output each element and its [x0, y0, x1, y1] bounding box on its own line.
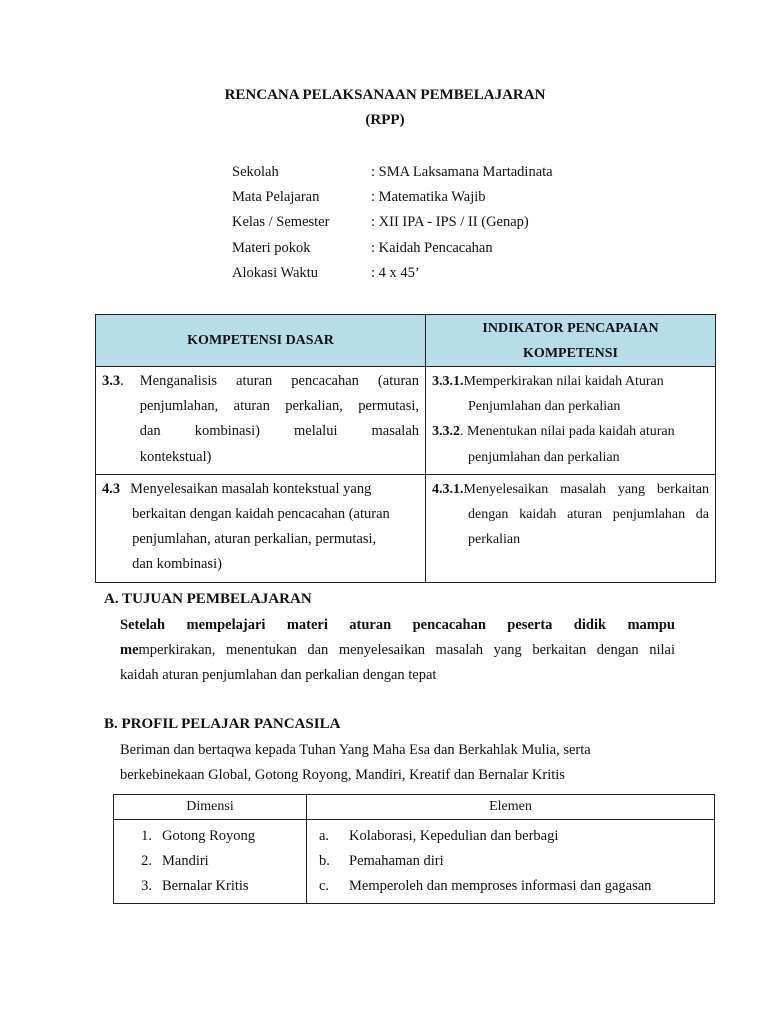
info-row-sekolah — [232, 160, 553, 185]
document-subtitle: (RPP) — [365, 112, 405, 128]
info-label: Kelas / Semester — [232, 214, 330, 231]
info-label: Materi pokok — [232, 239, 311, 256]
info-label: Mata Pelajaran — [232, 189, 320, 206]
indicator-text: Menyelesaikan masalah yang berkaitan — [463, 481, 709, 497]
kd-item — [102, 477, 419, 578]
info-value: : XII IPA - IPS / II (Genap) — [371, 214, 529, 231]
info-value: : Matematika Wajib — [371, 189, 486, 206]
section-a-heading: A. TUJUAN PEMBELAJARAN — [104, 591, 312, 607]
table-header-row — [96, 315, 716, 367]
paragraph-line: memperkirakan, menentukan dan menyelesaikan masalah yang berkaitan dengan nilai — [120, 642, 675, 659]
indicator-number: 3.3.2 — [432, 424, 460, 440]
kd-number: 3.3. — [102, 373, 124, 389]
info-row-mata-pelajaran — [232, 185, 553, 210]
list-item: a. Kolaborasi, Kepedulian dan berbagi — [319, 828, 559, 844]
paragraph-line: kaidah aturan penjumlahan dan perkalian dengan tepat — [120, 667, 437, 684]
info-value: : SMA Laksamana Martadinata — [371, 164, 553, 180]
list-item: b. Pemahaman diri — [319, 853, 444, 869]
info-row-kelas-semester — [232, 210, 553, 235]
kd-number: 4.3 — [102, 480, 121, 497]
section-a-paragraph — [120, 613, 675, 689]
kd-line: dan kombinasi) — [132, 556, 222, 573]
indicator-3-3-1 — [432, 369, 709, 419]
indicator-text: Penjumlahan dan perkalian — [468, 399, 621, 415]
kd-item — [102, 369, 419, 470]
kd-line: berkaitan dengan kaidah pencacahan (aturan — [132, 506, 390, 523]
indicator-text: . Menentukan nilai pada kaidah aturan — [460, 424, 675, 440]
list-item: 3. Bernalar Kritis — [141, 878, 249, 894]
indicator-text: dengan kaidah aturan penjumlahan da — [468, 507, 709, 523]
list-item: c. Memperoleh dan memproses informasi dan gagasan — [319, 878, 652, 894]
indicator-text: perkalian — [468, 532, 521, 548]
header-kompetensi-dasar: KOMPETENSI DASAR — [96, 315, 426, 367]
kd-line: Menyelesaikan masalah kontekstual yang — [130, 480, 372, 497]
paragraph-line: berkebinekaan Global, Gotong Royong, Mandiri, Kreatif dan Bernalar Kritis — [120, 767, 565, 784]
header-elemen: Elemen — [307, 795, 715, 820]
dimension-table — [113, 794, 715, 904]
element-list — [307, 820, 715, 904]
info-value: : Kaidah Pencacahan — [371, 239, 493, 256]
info-row-alokasi-waktu — [232, 261, 553, 286]
kd-text — [124, 369, 419, 470]
kd-cell-4-3 — [96, 474, 426, 582]
kd-line: Menganalisis aturan pencacahan (aturan — [139, 373, 419, 389]
kd-line: kontekstual) — [139, 448, 212, 465]
list-item: 2. Mandiri — [141, 853, 209, 869]
indicator-number: 4.3.1. — [432, 481, 464, 497]
header-dimensi: Dimensi — [114, 795, 307, 820]
header-indikator: INDIKATOR PENCAPAIAN KOMPETENSI — [426, 315, 716, 367]
list-item: 1. Gotong Royong — [141, 828, 256, 844]
paragraph-line: Setelah mempelajari materi aturan pencacahan peserta didik mampu — [120, 617, 675, 633]
table-row — [96, 367, 716, 475]
indicator-3-3-2 — [432, 419, 709, 469]
section-b-paragraph — [120, 738, 720, 788]
indicator-cell-3-3 — [426, 367, 716, 475]
identity-block — [232, 160, 553, 286]
table-header-row — [114, 795, 715, 820]
info-label: Alokasi Waktu — [232, 264, 318, 281]
indicator-text: penjumlahan dan perkalian — [468, 449, 620, 465]
info-label: Sekolah — [232, 164, 279, 180]
info-row-materi-pokok — [232, 236, 553, 261]
dimension-list — [114, 820, 307, 904]
kd-line: dan kombinasi) melalui masalah — [139, 423, 419, 440]
kd-line: penjumlahan, aturan perkalian, permutasi, — [132, 531, 377, 548]
document-title: RENCANA PELAKSANAAN PEMBELAJARAN — [224, 87, 546, 103]
kd-cell-3-3 — [96, 367, 426, 475]
info-value: : 4 x 45’ — [371, 264, 420, 281]
indicator-text: Memperkirakan nilai kaidah Aturan — [463, 374, 664, 389]
indicator-cell-4-3 — [426, 474, 716, 582]
competency-table — [95, 314, 716, 583]
table-row — [114, 820, 715, 904]
paragraph-line: Beriman dan bertaqwa kepada Tuhan Yang Maha Esa dan Berkahlak Mulia, serta — [120, 742, 591, 758]
table-row — [96, 474, 716, 582]
indicator-4-3-1 — [432, 477, 709, 553]
indicator-number: 3.3.1. — [432, 374, 464, 389]
kd-line: penjumlahan, aturan perkalian, permutasi, — [139, 398, 419, 415]
kd-text — [120, 477, 419, 578]
section-b-heading: B. PROFIL PELAJAR PANCASILA — [104, 716, 341, 732]
